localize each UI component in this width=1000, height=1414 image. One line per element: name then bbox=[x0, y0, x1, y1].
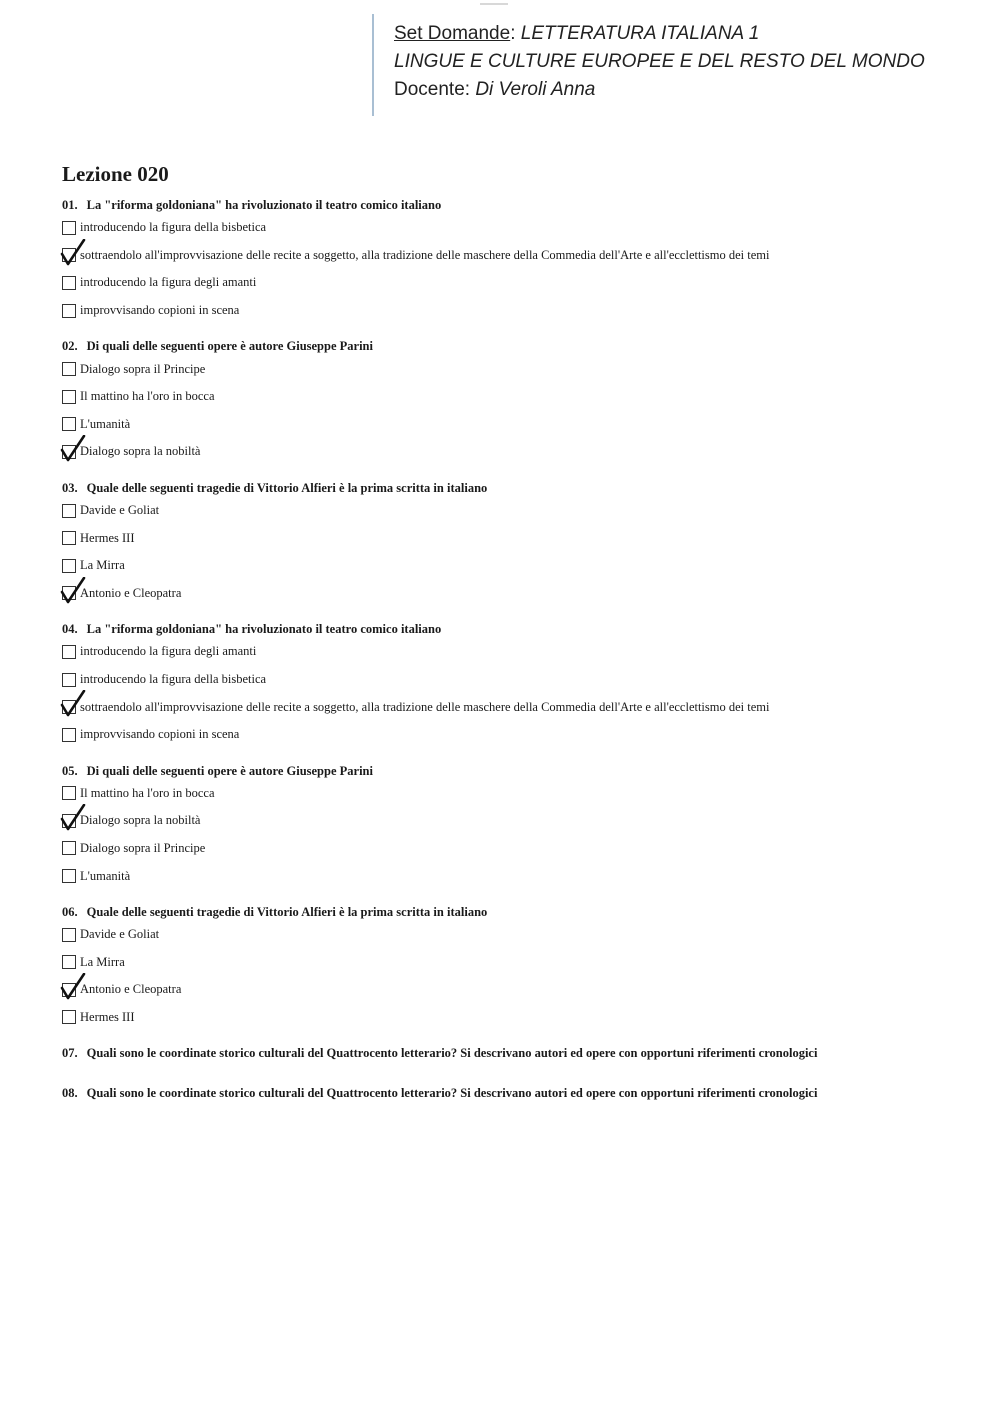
question-title bbox=[62, 337, 962, 355]
set-label: Set Domande bbox=[394, 23, 511, 44]
answer-option[interactable] bbox=[62, 297, 962, 325]
question-number: 01. bbox=[62, 198, 78, 212]
document-header bbox=[372, 14, 925, 116]
checkbox[interactable] bbox=[62, 362, 76, 376]
answer-option[interactable] bbox=[62, 580, 962, 608]
answer-option[interactable] bbox=[62, 552, 962, 580]
option-label: Hermes III bbox=[80, 1009, 135, 1024]
checkbox[interactable] bbox=[62, 304, 76, 318]
answer-option[interactable] bbox=[62, 438, 962, 466]
course-line bbox=[394, 20, 925, 48]
option-label: sottraendolo all'improvvisazione delle recite a soggetto, alla tradizione delle maschere della Commedia dell'Arte e all'ecclettismo dei temi bbox=[80, 699, 770, 714]
answer-option[interactable] bbox=[62, 269, 962, 297]
answer-option[interactable] bbox=[62, 835, 962, 863]
option-label: Dialogo sopra il Principe bbox=[80, 840, 206, 855]
checkbox[interactable] bbox=[62, 814, 76, 828]
question-list bbox=[62, 196, 962, 1124]
option-label: introducendo la figura degli amanti bbox=[80, 275, 257, 290]
question-number: 08. bbox=[62, 1086, 78, 1101]
question-title bbox=[62, 196, 962, 214]
question-title bbox=[62, 620, 962, 638]
answer-option[interactable] bbox=[62, 214, 962, 242]
question-text: Quale delle seguenti tragedie di Vittorio Alfieri è la prima scritta in italiano bbox=[86, 480, 488, 495]
question bbox=[62, 196, 962, 324]
option-label: L'umanità bbox=[80, 416, 131, 431]
answer-option[interactable] bbox=[62, 948, 962, 976]
checkbox[interactable] bbox=[62, 983, 76, 997]
question-number: 05. bbox=[62, 763, 78, 778]
question-number: 06. bbox=[62, 904, 78, 919]
checkbox[interactable] bbox=[62, 841, 76, 855]
question bbox=[62, 479, 962, 607]
teacher-name: Di Veroli Anna bbox=[475, 79, 596, 100]
answer-option[interactable] bbox=[62, 693, 962, 721]
option-label: Antonio e Cleopatra bbox=[80, 982, 182, 997]
checkbox[interactable] bbox=[62, 390, 76, 404]
question bbox=[62, 1084, 962, 1102]
lesson-title: Lezione 020 bbox=[62, 162, 169, 186]
header-mark bbox=[480, 3, 508, 5]
checkbox[interactable] bbox=[62, 700, 76, 714]
answer-option[interactable] bbox=[62, 862, 962, 890]
checkbox[interactable] bbox=[62, 445, 76, 459]
question-title bbox=[62, 903, 962, 921]
question-number: 02. bbox=[62, 339, 78, 354]
checkbox[interactable] bbox=[62, 559, 76, 573]
option-label: Il mattino ha l'oro in bocca bbox=[80, 389, 215, 404]
answer-option[interactable] bbox=[62, 242, 962, 270]
question bbox=[62, 337, 962, 465]
checkbox[interactable] bbox=[62, 1010, 76, 1024]
teacher-line bbox=[394, 76, 925, 104]
set-separator: : bbox=[510, 23, 521, 44]
question-title bbox=[62, 479, 962, 497]
checkbox[interactable] bbox=[62, 417, 76, 431]
checkbox[interactable] bbox=[62, 221, 76, 235]
checkbox[interactable] bbox=[62, 645, 76, 659]
option-label: Dialogo sopra la nobiltà bbox=[80, 444, 201, 459]
option-label: improvvisando copioni in scena bbox=[80, 303, 240, 318]
answer-option[interactable] bbox=[62, 807, 962, 835]
question-text: Quali sono le coordinate storico culturali del Quattrocento letterario? Si descrivano autori ed opere con opportuni riferimenti cronologici bbox=[86, 1046, 818, 1061]
answer-option[interactable] bbox=[62, 383, 962, 411]
checkbox[interactable] bbox=[62, 586, 76, 600]
answer-option[interactable] bbox=[62, 921, 962, 949]
question-title bbox=[62, 1084, 962, 1102]
option-label: Davide e Goliat bbox=[80, 927, 160, 942]
question-text: La "riforma goldoniana" ha rivoluzionato il teatro comico italiano bbox=[86, 198, 442, 212]
option-label: Il mattino ha l'oro in bocca bbox=[80, 785, 215, 800]
question-number: 04. bbox=[62, 622, 78, 637]
answer-option[interactable] bbox=[62, 780, 962, 808]
option-label: Dialogo sopra la nobiltà bbox=[80, 813, 201, 828]
option-label: La Mirra bbox=[80, 954, 125, 969]
question-title bbox=[62, 1044, 962, 1062]
option-label: improvvisando copioni in scena bbox=[80, 727, 240, 742]
option-label: Hermes III bbox=[80, 530, 135, 545]
answer-option[interactable] bbox=[62, 666, 962, 694]
question-number: 03. bbox=[62, 480, 78, 495]
question bbox=[62, 1044, 962, 1062]
course-name: LETTERATURA ITALIANA 1 bbox=[520, 23, 760, 44]
answer-option[interactable] bbox=[62, 524, 962, 552]
answer-option[interactable] bbox=[62, 721, 962, 749]
answer-option[interactable] bbox=[62, 411, 962, 439]
checkbox[interactable] bbox=[62, 248, 76, 262]
checkbox[interactable] bbox=[62, 728, 76, 742]
checkbox[interactable] bbox=[62, 928, 76, 942]
option-label: Davide e Goliat bbox=[80, 503, 160, 518]
checkbox[interactable] bbox=[62, 869, 76, 883]
question-text: Di quali delle seguenti opere è autore Giuseppe Parini bbox=[86, 763, 373, 778]
checkbox[interactable] bbox=[62, 504, 76, 518]
answer-option[interactable] bbox=[62, 497, 962, 525]
answer-option[interactable] bbox=[62, 355, 962, 383]
question-title bbox=[62, 762, 962, 780]
question bbox=[62, 903, 962, 1031]
checkbox[interactable] bbox=[62, 673, 76, 687]
question-number: 07. bbox=[62, 1046, 78, 1061]
option-label: introducendo la figura degli amanti bbox=[80, 644, 257, 659]
option-label: introducendo la figura della bisbetica bbox=[80, 220, 267, 235]
checkbox[interactable] bbox=[62, 955, 76, 969]
option-label: sottraendolo all'improvvisazione delle recite a soggetto, alla tradizione delle maschere della Commedia dell'Arte e all'ecclettismo dei temi bbox=[80, 247, 770, 262]
question bbox=[62, 620, 962, 748]
teacher-label: Docente: bbox=[394, 79, 476, 100]
checkbox[interactable] bbox=[62, 276, 76, 290]
answer-option[interactable] bbox=[62, 976, 962, 1004]
checkbox[interactable] bbox=[62, 786, 76, 800]
question bbox=[62, 762, 962, 890]
option-label: La Mirra bbox=[80, 558, 125, 573]
option-label: Antonio e Cleopatra bbox=[80, 585, 182, 600]
option-label: L'umanità bbox=[80, 868, 131, 883]
question-text: Quali sono le coordinate storico culturali del Quattrocento letterario? Si descrivano autori ed opere con opportuni riferimenti cronologici bbox=[86, 1086, 818, 1101]
degree-name: LINGUE E CULTURE EUROPEE E DEL RESTO DEL MONDO bbox=[394, 51, 925, 72]
checkbox[interactable] bbox=[62, 531, 76, 545]
question-text: La "riforma goldoniana" ha rivoluzionato il teatro comico italiano bbox=[86, 622, 442, 637]
answer-option[interactable] bbox=[62, 1004, 962, 1032]
option-label: introducendo la figura della bisbetica bbox=[80, 672, 267, 687]
option-label: Dialogo sopra il Principe bbox=[80, 361, 206, 376]
question-text: Di quali delle seguenti opere è autore Giuseppe Parini bbox=[86, 339, 373, 354]
question-text: Quale delle seguenti tragedie di Vittorio Alfieri è la prima scritta in italiano bbox=[86, 904, 488, 919]
answer-option[interactable] bbox=[62, 638, 962, 666]
